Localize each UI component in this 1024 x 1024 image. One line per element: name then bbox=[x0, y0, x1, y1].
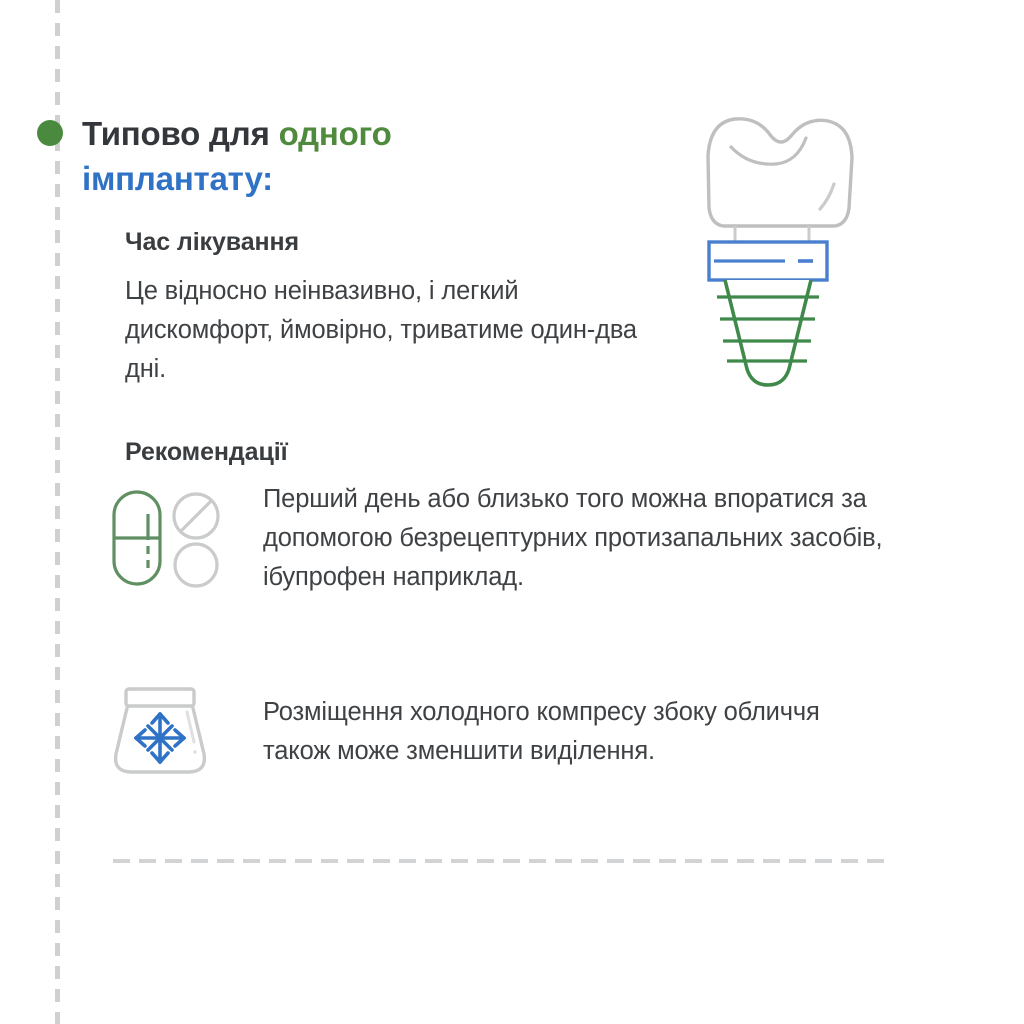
timeline-bullet bbox=[37, 120, 63, 146]
recommendation-text-painkillers: Перший день або близько того можна впоратися за допомогою безрецептурних протизапальних засобів, ібупрофен наприклад. bbox=[263, 485, 883, 591]
section-divider bbox=[113, 859, 886, 863]
section-text-treatment-time: Це відносно неінвазивно, і легкий дискомфорт, ймовірно, триватиме один-два дні. bbox=[125, 277, 637, 383]
page-title-accent-green: одного bbox=[278, 115, 392, 152]
ice-pack-icon bbox=[104, 676, 216, 787]
implant-abutment bbox=[709, 242, 827, 280]
tooth-crown-part bbox=[708, 119, 852, 226]
page-title-accent-blue: імплантату: bbox=[82, 159, 273, 197]
page-title-part-1: Типово для bbox=[82, 115, 279, 152]
dental-implant-illustration bbox=[663, 104, 893, 409]
recommendation-text-cold-compress: Розміщення холодного компресу збоку обличчя також може зменшити виділення. bbox=[263, 698, 820, 765]
pills-icon bbox=[108, 486, 226, 595]
section-title-recommendations: Рекомендації bbox=[125, 438, 288, 466]
section-title-treatment-time: Час лікування bbox=[125, 228, 299, 256]
timeline-rail bbox=[55, 0, 60, 1024]
page-title bbox=[82, 112, 602, 201]
implant-screw-root bbox=[717, 280, 819, 385]
